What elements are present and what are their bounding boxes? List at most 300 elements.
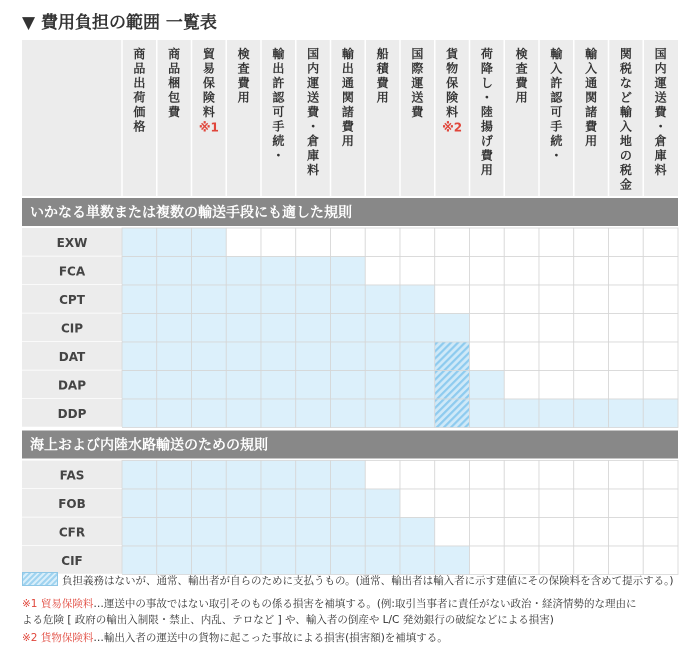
cell	[365, 461, 400, 490]
header-char: 手	[272, 119, 285, 134]
header-char: 輸	[272, 47, 285, 61]
cell	[261, 342, 296, 371]
cell	[365, 371, 400, 400]
note-1-mark: ※1 貿易保険料	[22, 598, 94, 610]
cell	[574, 461, 609, 490]
cell	[643, 228, 678, 257]
cell	[470, 228, 505, 257]
cell	[609, 342, 644, 371]
header-char: 用	[237, 90, 250, 105]
header-char: 通	[585, 76, 598, 90]
cell	[435, 228, 470, 257]
header-char: 費	[654, 105, 667, 119]
header-char: 諸	[341, 105, 354, 119]
header-char: 料	[654, 163, 667, 177]
cell	[504, 399, 539, 428]
cell	[365, 518, 400, 547]
row-term: CIF	[61, 553, 83, 568]
cell	[435, 399, 470, 428]
header-char: 認	[550, 90, 563, 105]
note-1-text-cont: よる危険 [ 政府の輸出入制限・禁止、内乱、テロなど ] や、輸入者の倒産や L/C 発効銀行の破綻などによる損害)	[22, 614, 554, 626]
cell	[400, 518, 435, 547]
cell	[331, 228, 366, 257]
cell	[609, 371, 644, 400]
cell	[504, 257, 539, 286]
cell	[574, 257, 609, 286]
cell	[157, 489, 192, 518]
header-char: 価	[133, 105, 146, 119]
cell	[331, 257, 366, 286]
header-char: 出	[133, 76, 146, 90]
cell	[609, 461, 644, 490]
cell	[192, 257, 227, 286]
cell	[643, 371, 678, 400]
cell	[157, 285, 192, 314]
cell	[643, 285, 678, 314]
cell	[539, 461, 574, 490]
cell	[261, 314, 296, 343]
cell	[122, 342, 157, 371]
cell	[261, 518, 296, 547]
header-char: 内	[654, 61, 667, 76]
header-note: ※1	[198, 120, 219, 135]
cell	[296, 399, 331, 428]
header-char: 庫	[307, 148, 320, 163]
cell	[192, 546, 227, 575]
cell	[643, 489, 678, 518]
header-char: 可	[550, 105, 563, 119]
legend-text: 負担義務はないが、通常、輸出者が自らのために支払うもの。(通常、輸出者は輸入者に示す建値にその保険料を含めて提示する。)	[62, 575, 674, 587]
cell	[296, 285, 331, 314]
header-char: 際	[411, 61, 424, 76]
cell	[504, 342, 539, 371]
cell	[643, 314, 678, 343]
cell	[435, 461, 470, 490]
cell	[122, 228, 157, 257]
cell	[122, 489, 157, 518]
header-char: 保	[202, 76, 215, 90]
header-char: 可	[272, 105, 285, 119]
cell	[122, 546, 157, 575]
cell	[643, 342, 678, 371]
cell	[226, 285, 261, 314]
cell	[157, 399, 192, 428]
cell	[192, 399, 227, 428]
header-char: 出	[341, 61, 354, 76]
cell	[400, 228, 435, 257]
cell	[470, 371, 505, 400]
cell	[296, 489, 331, 518]
cell	[574, 489, 609, 518]
cell	[331, 546, 366, 575]
header-char: 費	[515, 76, 528, 90]
cell	[435, 285, 470, 314]
cell	[157, 342, 192, 371]
cell	[435, 371, 470, 400]
header-char: 費	[585, 119, 598, 134]
header-char: 輸	[550, 47, 563, 61]
cell	[122, 314, 157, 343]
cell	[365, 257, 400, 286]
cell	[609, 518, 644, 547]
cell	[470, 461, 505, 490]
header-char: 送	[307, 90, 320, 105]
cell	[435, 257, 470, 286]
header-char: 船	[376, 47, 389, 61]
header-char: 送	[654, 90, 667, 105]
header-char: 許	[272, 76, 285, 90]
cell	[574, 342, 609, 371]
cell	[504, 314, 539, 343]
header-char: 庫	[654, 148, 667, 163]
cell	[470, 285, 505, 314]
cell	[192, 371, 227, 400]
header-char: 送	[411, 90, 424, 105]
cell	[192, 228, 227, 257]
cell	[504, 489, 539, 518]
header-char: 内	[307, 61, 320, 76]
header-char: 続	[272, 134, 285, 148]
cell	[226, 342, 261, 371]
cell	[435, 314, 470, 343]
legend	[22, 572, 674, 588]
cell	[470, 314, 505, 343]
header-char: 認	[272, 90, 285, 105]
cell	[574, 518, 609, 547]
header-char: 査	[515, 61, 528, 76]
header-char: 用	[341, 134, 354, 148]
cell	[192, 461, 227, 490]
cell	[539, 546, 574, 575]
cell	[296, 228, 331, 257]
cell	[574, 371, 609, 400]
cell	[470, 257, 505, 286]
cell	[504, 285, 539, 314]
cell	[574, 314, 609, 343]
cell	[157, 461, 192, 490]
note-2-mark: ※2 貨物保険料	[22, 632, 94, 644]
cell	[226, 489, 261, 518]
cell	[192, 518, 227, 547]
header-char: 格	[133, 119, 146, 134]
cell	[365, 546, 400, 575]
header-char: 許	[550, 76, 563, 90]
cell	[574, 285, 609, 314]
cell	[226, 518, 261, 547]
header-char: 地	[619, 134, 632, 148]
note-1-text: …運送中の事故ではない取引そのもの係る損害を補填する。(例:取引当事者に責任がない政治・経済情勢的な理由に	[93, 598, 637, 610]
cell	[157, 371, 192, 400]
header-char: ・	[480, 90, 493, 105]
header-char: 荷	[133, 90, 146, 105]
cell	[470, 489, 505, 518]
header-char: の	[619, 148, 632, 163]
cell	[296, 461, 331, 490]
cell	[539, 342, 574, 371]
cell	[331, 285, 366, 314]
cell	[331, 342, 366, 371]
cell	[504, 518, 539, 547]
cell	[400, 257, 435, 286]
cell	[400, 285, 435, 314]
header-char: 税	[619, 163, 632, 177]
header-char: 料	[446, 105, 459, 119]
note-2-text: …輸出入者の運送中の貨物に起こった事故による損害(損害額)を補填する。	[93, 632, 448, 644]
header-char: ・	[272, 148, 285, 163]
cell	[539, 228, 574, 257]
row-term: DAT	[58, 349, 86, 364]
header-char: 入	[585, 61, 598, 76]
cell	[365, 342, 400, 371]
cell	[157, 228, 192, 257]
cell	[331, 399, 366, 428]
cell	[226, 257, 261, 286]
cell	[296, 342, 331, 371]
cell	[226, 314, 261, 343]
header-char: 荷	[480, 47, 493, 61]
header-note: ※2	[442, 120, 463, 135]
row-term: FCA	[58, 264, 86, 279]
cell	[261, 257, 296, 286]
row-term: DAP	[57, 378, 87, 393]
header-char: ど	[619, 90, 632, 105]
header-char: 険	[202, 90, 215, 105]
header-char: 料	[202, 105, 215, 119]
header-char: 手	[550, 119, 563, 134]
header-char: 貨	[446, 47, 459, 61]
row-term: CPT	[59, 292, 85, 307]
cell	[609, 285, 644, 314]
header-char: げ	[480, 134, 493, 148]
header-char: 関	[341, 90, 354, 105]
cell	[192, 342, 227, 371]
cell	[539, 489, 574, 518]
cell	[122, 285, 157, 314]
row-term: FOB	[58, 496, 86, 511]
cell	[504, 461, 539, 490]
header-char: 国	[307, 47, 320, 61]
header-char: ・	[654, 119, 667, 134]
cell	[122, 518, 157, 547]
cell	[192, 489, 227, 518]
cell	[574, 546, 609, 575]
cell	[435, 546, 470, 575]
row-term: CFR	[58, 525, 86, 540]
cell	[435, 518, 470, 547]
cell	[331, 314, 366, 343]
header-char: 用	[515, 90, 528, 105]
row-term: CIP	[60, 321, 84, 336]
cell	[261, 546, 296, 575]
cell	[296, 546, 331, 575]
cell	[539, 399, 574, 428]
cell	[643, 399, 678, 428]
header-char: 倉	[654, 134, 667, 148]
cell	[157, 257, 192, 286]
cell	[365, 314, 400, 343]
cell	[331, 461, 366, 490]
header-char: 費	[168, 105, 181, 119]
header-char: 国	[654, 47, 667, 61]
header-char: 貿	[202, 47, 215, 61]
cell	[643, 546, 678, 575]
cell	[157, 518, 192, 547]
cell	[539, 518, 574, 547]
cell	[122, 461, 157, 490]
cell	[296, 257, 331, 286]
header-char: 運	[307, 76, 320, 90]
header-char: 費	[237, 76, 250, 90]
header-char: 運	[411, 76, 424, 90]
cell	[504, 546, 539, 575]
cell	[226, 546, 261, 575]
cell	[609, 546, 644, 575]
header-char: 出	[272, 61, 285, 76]
cell	[470, 399, 505, 428]
header-char: 商	[168, 47, 181, 61]
header-char: 運	[654, 76, 667, 90]
cell	[400, 461, 435, 490]
cell	[574, 228, 609, 257]
header-char: 包	[168, 90, 181, 105]
header-char: 輸	[585, 47, 598, 61]
header-char: 降	[480, 61, 493, 76]
header-char: 入	[550, 61, 563, 76]
header-char: 諸	[585, 105, 598, 119]
header-char: 積	[376, 61, 389, 76]
header-char: 入	[619, 119, 632, 134]
row-term: EXW	[56, 235, 88, 250]
header-char: 国	[411, 47, 424, 61]
cell	[400, 314, 435, 343]
cell	[226, 399, 261, 428]
header-char: 検	[515, 47, 528, 61]
header-char: 関	[619, 47, 632, 61]
cell	[609, 399, 644, 428]
cell	[157, 546, 192, 575]
header-char: 物	[446, 61, 459, 76]
page-title: ▼ 費用負担の範囲 一覧表	[22, 13, 217, 33]
section-title: いかなる単数または複数の輸送手段にも適した規則	[30, 205, 352, 221]
cell	[609, 228, 644, 257]
cell	[504, 228, 539, 257]
cell	[574, 399, 609, 428]
header-char: 料	[307, 163, 320, 177]
cell	[365, 489, 400, 518]
header-char: ・	[307, 119, 320, 134]
header-char: 関	[585, 90, 598, 105]
header-char: 費	[376, 76, 389, 90]
cell	[643, 461, 678, 490]
cell	[365, 399, 400, 428]
cell	[609, 257, 644, 286]
cell	[122, 257, 157, 286]
cell	[435, 342, 470, 371]
cell	[539, 314, 574, 343]
cell	[261, 399, 296, 428]
cell	[400, 489, 435, 518]
cell	[400, 399, 435, 428]
cell	[400, 546, 435, 575]
header-char: 険	[446, 90, 459, 105]
cell	[609, 314, 644, 343]
header-char: 用	[480, 163, 493, 177]
cell	[470, 518, 505, 547]
cell	[226, 371, 261, 400]
header-char: 費	[411, 105, 424, 119]
header-char: し	[480, 76, 493, 90]
header-char: 費	[307, 105, 320, 119]
header-char: 用	[376, 90, 389, 105]
header-char: 費	[341, 119, 354, 134]
cell	[331, 489, 366, 518]
header-char: な	[619, 76, 632, 90]
section-title: 海上および内陸水路輸送のための規則	[30, 437, 268, 454]
header-char: 用	[585, 134, 598, 148]
cell	[192, 285, 227, 314]
cell	[470, 342, 505, 371]
cell	[122, 371, 157, 400]
cell	[261, 371, 296, 400]
cell	[261, 228, 296, 257]
cell	[261, 461, 296, 490]
header-char: 通	[341, 76, 354, 90]
row-term: DDP	[57, 406, 87, 421]
cell	[539, 285, 574, 314]
header-char: 易	[202, 61, 215, 76]
cell	[365, 285, 400, 314]
header-char: 査	[237, 61, 250, 76]
header-char: 品	[168, 61, 181, 76]
cell	[331, 518, 366, 547]
cell	[331, 371, 366, 400]
cell	[643, 257, 678, 286]
cell	[365, 228, 400, 257]
header-char: 品	[133, 61, 146, 76]
cell	[470, 546, 505, 575]
header-char: 税	[619, 61, 632, 76]
header-char: 金	[619, 177, 632, 192]
header-char: 商	[133, 47, 146, 61]
cell	[261, 489, 296, 518]
cell	[504, 371, 539, 400]
hatch-swatch	[22, 572, 58, 586]
header-char: 倉	[307, 134, 320, 148]
header-char: 陸	[480, 105, 493, 119]
cell	[539, 371, 574, 400]
note-1	[22, 596, 636, 628]
cell	[400, 371, 435, 400]
header-char: 保	[446, 76, 459, 90]
cell	[226, 228, 261, 257]
cell	[435, 489, 470, 518]
cell	[296, 371, 331, 400]
cell	[296, 518, 331, 547]
header-char: 揚	[480, 119, 493, 134]
cell	[296, 314, 331, 343]
cell	[643, 518, 678, 547]
header-char: 検	[237, 47, 250, 61]
header-char: 輸	[619, 105, 632, 119]
cell	[261, 285, 296, 314]
header-char: 梱	[168, 76, 181, 90]
header-char: 続	[550, 134, 563, 148]
row-term: FAS	[59, 468, 85, 483]
header-char: 輸	[341, 47, 354, 61]
header-char: 費	[480, 148, 493, 163]
cell	[400, 342, 435, 371]
note-2	[22, 630, 448, 646]
